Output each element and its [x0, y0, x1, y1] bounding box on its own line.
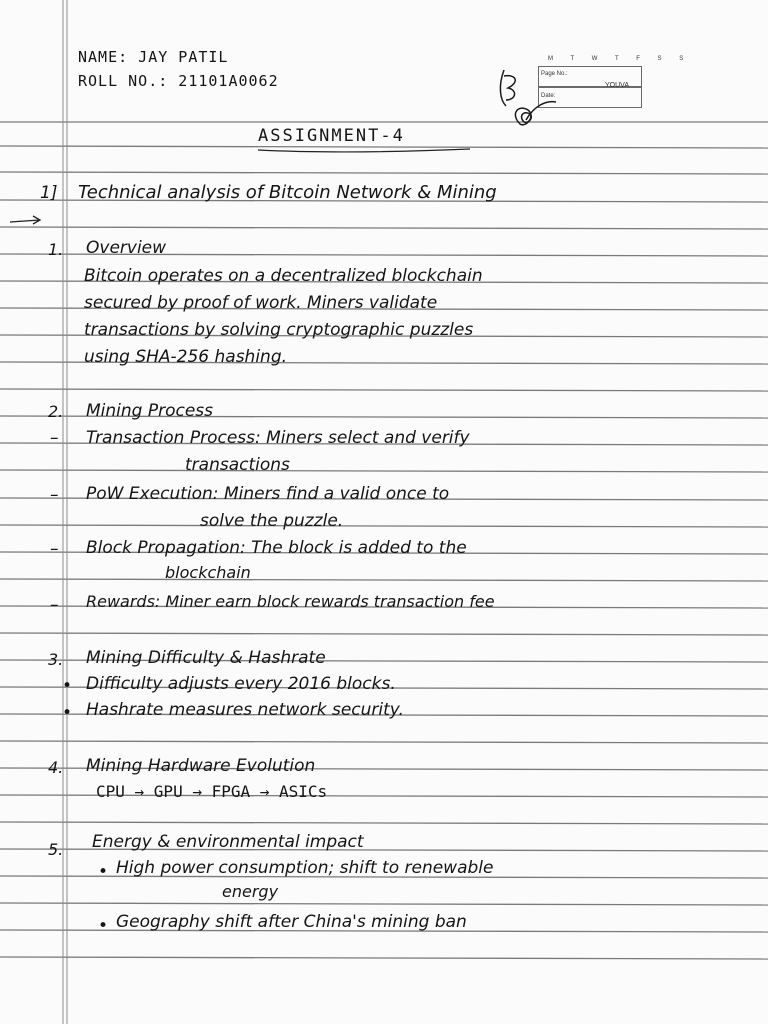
roll-number: ROLL NO.: 21101A0062 — [78, 72, 279, 90]
list-item-continued: energy — [222, 882, 279, 901]
list-item: Hashrate measures network security. — [86, 700, 404, 720]
list-bullet: • — [98, 862, 109, 882]
assignment-title: ASSIGNMENT-4 — [258, 126, 405, 146]
section-heading: Energy & environmental impact — [92, 832, 364, 852]
list-item: PoW Execution: Miners find a valid once to — [86, 484, 450, 504]
question-number: 1] — [40, 183, 58, 203]
list-bullet: • — [62, 676, 73, 696]
section-number: 5. — [48, 840, 64, 859]
date-label: Date: — [541, 93, 556, 99]
section-heading: Overview — [86, 238, 167, 258]
page-no-label: Page No.: — [541, 71, 568, 77]
question-text: Technical analysis of Bitcoin Network & Mining — [78, 182, 497, 203]
list-bullet: – — [50, 595, 59, 615]
brand-label: YOUVA — [605, 82, 629, 89]
list-bullet: – — [50, 539, 59, 559]
section-heading: Mining Process — [86, 401, 214, 421]
list-bullet: • — [98, 916, 109, 936]
body-line: Bitcoin operates on a decentralized blockchain — [84, 266, 483, 286]
list-item: Block Propagation: The block is added to the — [86, 538, 467, 558]
student-name: NAME: JAY PATIL — [78, 48, 229, 66]
section-number: 3. — [48, 650, 64, 669]
body-line: transactions by solving cryptographic puzzles — [84, 320, 474, 340]
list-item-continued: solve the puzzle. — [200, 511, 344, 531]
list-item-continued: transactions — [185, 455, 290, 475]
list-item: Difficulty adjusts every 2016 blocks. — [86, 674, 396, 694]
section-heading: Mining Hardware Evolution — [86, 756, 316, 776]
list-bullet: – — [50, 428, 59, 448]
section-number: 4. — [48, 758, 64, 777]
section-number: 1. — [48, 240, 64, 259]
weekday-letters: M T W T F S S — [548, 56, 692, 62]
body-line: using SHA-256 hashing. — [84, 347, 288, 367]
section-number: 2. — [48, 402, 64, 421]
list-item: Rewards: Miner earn block rewards transaction fee — [86, 592, 495, 611]
list-item: Transaction Process: Miners select and verify — [86, 428, 470, 448]
list-item: High power consumption; shift to renewable — [116, 858, 494, 878]
list-item-continued: blockchain — [165, 563, 251, 582]
body-line: secured by proof of work. Miners validate — [84, 293, 438, 313]
list-bullet: • — [62, 703, 73, 723]
list-bullet: – — [50, 485, 59, 505]
list-item: Geography shift after China's mining ban — [116, 912, 467, 932]
signature-icon — [490, 66, 560, 136]
body-line: CPU → GPU → FPGA → ASICs — [96, 782, 328, 801]
section-heading: Mining Difficulty & Hashrate — [86, 648, 326, 668]
